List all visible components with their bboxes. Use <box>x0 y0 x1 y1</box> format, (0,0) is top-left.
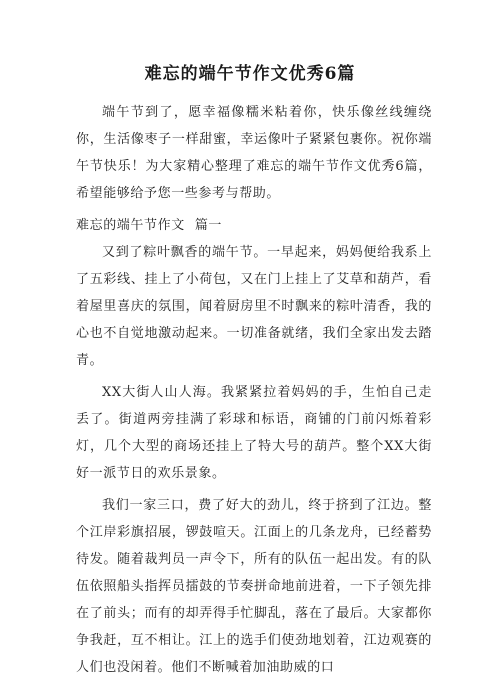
body-paragraph: 又到了粽叶飘香的端午节。一早起来，妈妈便给我系上了五彩线、挂上了小荷包，又在门上挂上了艾草和葫芦，看着屋里喜庆的氛围，闻着厨房里不时飘来的粽叶清香，我的心也不自觉地激动起来。一切准备就绪，我们全家出发去踏青。 <box>76 245 432 368</box>
body-paragraph: XX大街人山人海。我紧紧拉着妈妈的手，生怕自己走丢了。街道两旁挂满了彩球和标语，商铺的门前闪烁着彩灯，几个大型的商场还挂上了特大号的葫芦。整个XX大街好一派节日的欢乐景象。 <box>76 385 432 481</box>
intro-paragraph: 端午节到了，愿幸福像糯米粘着你，快乐像丝线缠绕你，生活像枣子一样甜蜜，幸运像叶子紧紧包裹你。祝你端午节快乐！为大家精心整理了难忘的端午节作文优秀6篇，希望能够给予您一些参考与帮助。 <box>76 105 432 201</box>
section-heading <box>76 212 432 239</box>
body-paragraph: 我们一家三口，费了好大的劲儿，终于挤到了江边。整个江岸彩旗招展，锣鼓喧天。江面上的几条龙舟，已经蓄势待发。随着裁判员一声令下，所有的队伍一起出发。有的队伍依照船头指挥员擂鼓的节奏拼命地前进着，一下子领先排在了前头；而有的却弄得手忙脚乱，落在了最后。大家都你争我赶，互不相让。江上的选手们使劲地划着，江边观赛的人们也没闲着。他们不断喊着加油助威的口 <box>76 498 432 675</box>
section-heading-text: 难忘的端午节作文 <box>76 218 185 233</box>
document-title: 难忘的端午节作文优秀6篇 <box>144 64 356 84</box>
section-number: 篇一 <box>194 218 223 233</box>
document-body <box>76 99 432 681</box>
